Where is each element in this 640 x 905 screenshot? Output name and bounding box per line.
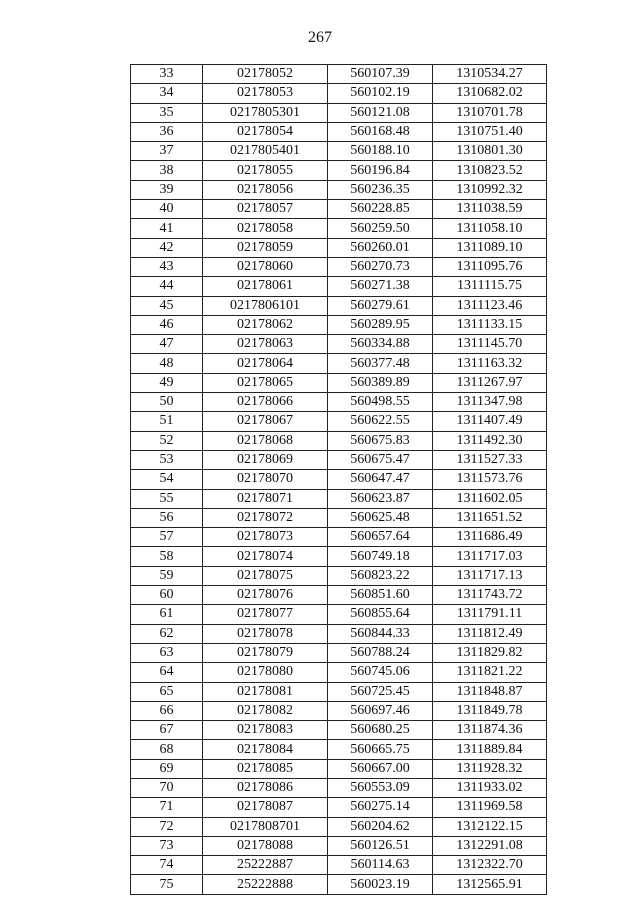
y-coordinate-cell: 1311573.76 [433, 470, 547, 489]
point-id-cell: 02178077 [203, 605, 328, 624]
table-row [131, 605, 547, 624]
table-row [131, 566, 547, 585]
row-index-cell: 53 [131, 450, 203, 469]
x-coordinate-cell: 560622.55 [328, 412, 433, 431]
point-id-cell: 02178069 [203, 450, 328, 469]
table-row [131, 643, 547, 662]
x-coordinate-cell: 560377.48 [328, 354, 433, 373]
row-index-cell: 48 [131, 354, 203, 373]
point-id-cell: 02178055 [203, 161, 328, 180]
table-row [131, 393, 547, 412]
point-id-cell: 25222887 [203, 856, 328, 875]
y-coordinate-cell: 1312322.70 [433, 856, 547, 875]
x-coordinate-cell: 560498.55 [328, 393, 433, 412]
y-coordinate-cell: 1311686.49 [433, 528, 547, 547]
y-coordinate-cell: 1311717.13 [433, 566, 547, 585]
x-coordinate-cell: 560851.60 [328, 586, 433, 605]
point-id-cell: 02178066 [203, 393, 328, 412]
y-coordinate-cell: 1311717.03 [433, 547, 547, 566]
table-row [131, 431, 547, 450]
point-id-cell: 02178064 [203, 354, 328, 373]
point-id-cell: 02178056 [203, 180, 328, 199]
y-coordinate-cell: 1311848.87 [433, 682, 547, 701]
point-id-cell: 02178075 [203, 566, 328, 585]
row-index-cell: 39 [131, 180, 203, 199]
row-index-cell: 46 [131, 315, 203, 334]
table-row [131, 180, 547, 199]
table-row [131, 856, 547, 875]
x-coordinate-cell: 560114.63 [328, 856, 433, 875]
point-id-cell: 02178085 [203, 759, 328, 778]
x-coordinate-cell: 560553.09 [328, 778, 433, 797]
point-id-cell: 02178087 [203, 798, 328, 817]
point-id-cell: 02178061 [203, 277, 328, 296]
row-index-cell: 34 [131, 84, 203, 103]
row-index-cell: 68 [131, 740, 203, 759]
y-coordinate-cell: 1311492.30 [433, 431, 547, 450]
table-row [131, 817, 547, 836]
y-coordinate-cell: 1311812.49 [433, 624, 547, 643]
x-coordinate-cell: 560823.22 [328, 566, 433, 585]
row-index-cell: 70 [131, 778, 203, 797]
point-id-cell: 02178084 [203, 740, 328, 759]
table-row [131, 238, 547, 257]
y-coordinate-cell: 1310801.30 [433, 142, 547, 161]
table-row [131, 586, 547, 605]
table-row [131, 65, 547, 84]
row-index-cell: 58 [131, 547, 203, 566]
y-coordinate-cell: 1311089.10 [433, 238, 547, 257]
table-row [131, 257, 547, 276]
x-coordinate-cell: 560625.48 [328, 508, 433, 527]
point-id-cell: 0217808701 [203, 817, 328, 836]
table-row [131, 103, 547, 122]
row-index-cell: 33 [131, 65, 203, 84]
table-row [131, 508, 547, 527]
y-coordinate-cell: 1312291.08 [433, 836, 547, 855]
x-coordinate-cell: 560745.06 [328, 663, 433, 682]
y-coordinate-cell: 1311874.36 [433, 721, 547, 740]
table-row [131, 219, 547, 238]
row-index-cell: 67 [131, 721, 203, 740]
table-row [131, 296, 547, 315]
point-id-cell: 02178058 [203, 219, 328, 238]
row-index-cell: 41 [131, 219, 203, 238]
table-row [131, 142, 547, 161]
point-id-cell: 25222888 [203, 875, 328, 894]
point-id-cell: 02178067 [203, 412, 328, 431]
row-index-cell: 75 [131, 875, 203, 894]
point-id-cell: 0217806101 [203, 296, 328, 315]
y-coordinate-cell: 1312122.15 [433, 817, 547, 836]
table-row [131, 701, 547, 720]
row-index-cell: 65 [131, 682, 203, 701]
x-coordinate-cell: 560289.95 [328, 315, 433, 334]
x-coordinate-cell: 560725.45 [328, 682, 433, 701]
point-id-cell: 02178076 [203, 586, 328, 605]
table-row [131, 798, 547, 817]
y-coordinate-cell: 1310682.02 [433, 84, 547, 103]
x-coordinate-cell: 560680.25 [328, 721, 433, 740]
y-coordinate-cell: 1311527.33 [433, 450, 547, 469]
point-id-cell: 02178059 [203, 238, 328, 257]
x-coordinate-cell: 560102.19 [328, 84, 433, 103]
point-id-cell: 02178062 [203, 315, 328, 334]
y-coordinate-cell: 1311163.32 [433, 354, 547, 373]
table-row [131, 335, 547, 354]
x-coordinate-cell: 560188.10 [328, 142, 433, 161]
y-coordinate-cell: 1310751.40 [433, 122, 547, 141]
x-coordinate-cell: 560023.19 [328, 875, 433, 894]
table-row [131, 740, 547, 759]
x-coordinate-cell: 560259.50 [328, 219, 433, 238]
point-id-cell: 02178057 [203, 200, 328, 219]
row-index-cell: 60 [131, 586, 203, 605]
y-coordinate-cell: 1311829.82 [433, 643, 547, 662]
table-row [131, 682, 547, 701]
table-row [131, 875, 547, 894]
x-coordinate-cell: 560107.39 [328, 65, 433, 84]
x-coordinate-cell: 560196.84 [328, 161, 433, 180]
point-id-cell: 02178079 [203, 643, 328, 662]
y-coordinate-cell: 1311602.05 [433, 489, 547, 508]
y-coordinate-cell: 1311928.32 [433, 759, 547, 778]
row-index-cell: 62 [131, 624, 203, 643]
y-coordinate-cell: 1310701.78 [433, 103, 547, 122]
row-index-cell: 51 [131, 412, 203, 431]
y-coordinate-cell: 1311145.70 [433, 335, 547, 354]
y-coordinate-cell: 1311651.52 [433, 508, 547, 527]
row-index-cell: 63 [131, 643, 203, 662]
y-coordinate-cell: 1311969.58 [433, 798, 547, 817]
row-index-cell: 55 [131, 489, 203, 508]
point-id-cell: 02178074 [203, 547, 328, 566]
table-row [131, 489, 547, 508]
y-coordinate-cell: 1310534.27 [433, 65, 547, 84]
table-row [131, 721, 547, 740]
row-index-cell: 40 [131, 200, 203, 219]
y-coordinate-cell: 1311849.78 [433, 701, 547, 720]
table-row [131, 412, 547, 431]
x-coordinate-cell: 560126.51 [328, 836, 433, 855]
point-id-cell: 0217805301 [203, 103, 328, 122]
row-index-cell: 49 [131, 373, 203, 392]
table-row [131, 759, 547, 778]
table-row [131, 624, 547, 643]
x-coordinate-cell: 560844.33 [328, 624, 433, 643]
row-index-cell: 38 [131, 161, 203, 180]
x-coordinate-cell: 560749.18 [328, 547, 433, 566]
row-index-cell: 72 [131, 817, 203, 836]
table-row [131, 450, 547, 469]
y-coordinate-cell: 1311821.22 [433, 663, 547, 682]
point-id-cell: 02178073 [203, 528, 328, 547]
table-row [131, 836, 547, 855]
point-id-cell: 0217805401 [203, 142, 328, 161]
row-index-cell: 43 [131, 257, 203, 276]
row-index-cell: 56 [131, 508, 203, 527]
y-coordinate-cell: 1310823.52 [433, 161, 547, 180]
table-body [131, 65, 547, 895]
x-coordinate-cell: 560121.08 [328, 103, 433, 122]
row-index-cell: 45 [131, 296, 203, 315]
row-index-cell: 61 [131, 605, 203, 624]
x-coordinate-cell: 560236.35 [328, 180, 433, 199]
table-row [131, 470, 547, 489]
row-index-cell: 69 [131, 759, 203, 778]
x-coordinate-cell: 560260.01 [328, 238, 433, 257]
table-row [131, 122, 547, 141]
x-coordinate-cell: 560389.89 [328, 373, 433, 392]
row-index-cell: 73 [131, 836, 203, 855]
table-row [131, 200, 547, 219]
point-id-cell: 02178063 [203, 335, 328, 354]
y-coordinate-cell: 1311133.15 [433, 315, 547, 334]
x-coordinate-cell: 560168.48 [328, 122, 433, 141]
y-coordinate-cell: 1311267.97 [433, 373, 547, 392]
point-id-cell: 02178072 [203, 508, 328, 527]
x-coordinate-cell: 560204.62 [328, 817, 433, 836]
y-coordinate-cell: 1310992.32 [433, 180, 547, 199]
table-row [131, 84, 547, 103]
y-coordinate-cell: 1311115.75 [433, 277, 547, 296]
x-coordinate-cell: 560271.38 [328, 277, 433, 296]
y-coordinate-cell: 1311095.76 [433, 257, 547, 276]
x-coordinate-cell: 560697.46 [328, 701, 433, 720]
point-id-cell: 02178054 [203, 122, 328, 141]
row-index-cell: 36 [131, 122, 203, 141]
x-coordinate-cell: 560675.47 [328, 450, 433, 469]
table-row [131, 528, 547, 547]
table-row [131, 161, 547, 180]
point-id-cell: 02178065 [203, 373, 328, 392]
row-index-cell: 44 [131, 277, 203, 296]
point-id-cell: 02178053 [203, 84, 328, 103]
row-index-cell: 66 [131, 701, 203, 720]
x-coordinate-cell: 560855.64 [328, 605, 433, 624]
x-coordinate-cell: 560275.14 [328, 798, 433, 817]
page-number: 267 [308, 29, 332, 46]
table-row [131, 663, 547, 682]
x-coordinate-cell: 560334.88 [328, 335, 433, 354]
x-coordinate-cell: 560623.87 [328, 489, 433, 508]
row-index-cell: 50 [131, 393, 203, 412]
point-id-cell: 02178052 [203, 65, 328, 84]
row-index-cell: 74 [131, 856, 203, 875]
table-row [131, 547, 547, 566]
point-id-cell: 02178080 [203, 663, 328, 682]
row-index-cell: 59 [131, 566, 203, 585]
y-coordinate-cell: 1312565.91 [433, 875, 547, 894]
row-index-cell: 37 [131, 142, 203, 161]
y-coordinate-cell: 1311407.49 [433, 412, 547, 431]
x-coordinate-cell: 560657.64 [328, 528, 433, 547]
y-coordinate-cell: 1311123.46 [433, 296, 547, 315]
table-row [131, 315, 547, 334]
x-coordinate-cell: 560279.61 [328, 296, 433, 315]
x-coordinate-cell: 560788.24 [328, 643, 433, 662]
x-coordinate-cell: 560647.47 [328, 470, 433, 489]
row-index-cell: 42 [131, 238, 203, 257]
x-coordinate-cell: 560665.75 [328, 740, 433, 759]
point-id-cell: 02178070 [203, 470, 328, 489]
row-index-cell: 71 [131, 798, 203, 817]
row-index-cell: 35 [131, 103, 203, 122]
y-coordinate-cell: 1311058.10 [433, 219, 547, 238]
point-id-cell: 02178060 [203, 257, 328, 276]
y-coordinate-cell: 1311791.11 [433, 605, 547, 624]
table-row [131, 354, 547, 373]
point-id-cell: 02178088 [203, 836, 328, 855]
point-id-cell: 02178086 [203, 778, 328, 797]
row-index-cell: 64 [131, 663, 203, 682]
y-coordinate-cell: 1311889.84 [433, 740, 547, 759]
x-coordinate-cell: 560270.73 [328, 257, 433, 276]
row-index-cell: 47 [131, 335, 203, 354]
y-coordinate-cell: 1311743.72 [433, 586, 547, 605]
table-row [131, 277, 547, 296]
point-id-cell: 02178081 [203, 682, 328, 701]
table-row [131, 778, 547, 797]
row-index-cell: 52 [131, 431, 203, 450]
x-coordinate-cell: 560667.00 [328, 759, 433, 778]
y-coordinate-cell: 1311347.98 [433, 393, 547, 412]
coordinates-table [130, 64, 547, 895]
point-id-cell: 02178068 [203, 431, 328, 450]
y-coordinate-cell: 1311933.02 [433, 778, 547, 797]
point-id-cell: 02178078 [203, 624, 328, 643]
row-index-cell: 57 [131, 528, 203, 547]
point-id-cell: 02178083 [203, 721, 328, 740]
x-coordinate-cell: 560675.83 [328, 431, 433, 450]
table-row [131, 373, 547, 392]
point-id-cell: 02178071 [203, 489, 328, 508]
point-id-cell: 02178082 [203, 701, 328, 720]
row-index-cell: 54 [131, 470, 203, 489]
x-coordinate-cell: 560228.85 [328, 200, 433, 219]
y-coordinate-cell: 1311038.59 [433, 200, 547, 219]
